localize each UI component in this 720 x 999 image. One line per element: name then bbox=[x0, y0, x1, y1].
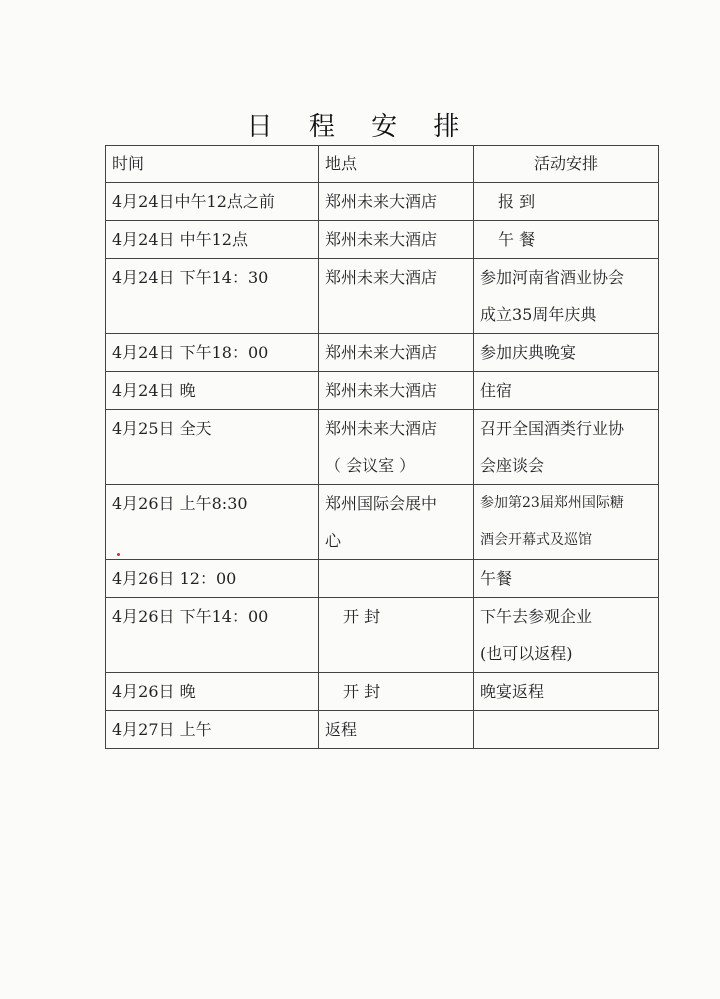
place-line: 开 封 bbox=[343, 607, 381, 626]
activity-line: 成立35周年庆典 bbox=[480, 305, 597, 324]
activity-line: 午餐 bbox=[480, 569, 513, 588]
place-line: 郑州未来大酒店 bbox=[325, 343, 438, 362]
time-cell: 4月24日 下午14：30 bbox=[106, 259, 319, 334]
activity-cell bbox=[474, 560, 659, 598]
place-cell bbox=[319, 485, 474, 560]
page-title: 日 程 安 排 bbox=[246, 112, 474, 142]
time-cell: 4月25日 全天 bbox=[106, 410, 319, 485]
header-activity: 活动安排 bbox=[474, 146, 659, 183]
table-row bbox=[106, 372, 659, 410]
activity-line: 报 到 bbox=[498, 192, 536, 211]
place-cell bbox=[319, 711, 474, 749]
place-line: （ 会议室 ） bbox=[325, 456, 416, 475]
place-line: 开 封 bbox=[343, 682, 381, 701]
activity-cell bbox=[474, 410, 659, 485]
scan-speck bbox=[117, 553, 120, 556]
place-line: 郑州国际会展中 bbox=[325, 494, 438, 513]
table-row bbox=[106, 183, 659, 221]
table-row bbox=[106, 485, 659, 560]
activity-cell bbox=[474, 259, 659, 334]
activity-line: 参加河南省酒业协会 bbox=[480, 268, 625, 287]
activity-line: 午 餐 bbox=[498, 230, 536, 249]
activity-line: 参加庆典晚宴 bbox=[480, 343, 577, 362]
activity-cell bbox=[474, 673, 659, 711]
activity-line: 酒会开幕式及巡馆 bbox=[480, 532, 592, 548]
place-cell bbox=[319, 673, 474, 711]
activity-line: 召开全国酒类行业协 bbox=[480, 419, 625, 438]
time-cell: 4月24日 中午12点 bbox=[106, 221, 319, 259]
activity-cell bbox=[474, 485, 659, 560]
place-cell bbox=[319, 598, 474, 673]
activity-line: 住宿 bbox=[480, 381, 513, 400]
time-cell: 4月26日 上午8:30 bbox=[106, 485, 319, 560]
activity-line: (也可以返程) bbox=[480, 644, 573, 663]
time-cell: 4月26日 晚 bbox=[106, 673, 319, 711]
activity-line: 下午去参观企业 bbox=[480, 607, 593, 626]
place-line: 郑州未来大酒店 bbox=[325, 381, 438, 400]
table-row bbox=[106, 560, 659, 598]
time-cell: 4月24日 下午18：00 bbox=[106, 334, 319, 372]
place-cell bbox=[319, 183, 474, 221]
activity-cell bbox=[474, 711, 659, 749]
table-row bbox=[106, 334, 659, 372]
schedule-table bbox=[105, 145, 659, 749]
time-cell: 4月27日 上午 bbox=[106, 711, 319, 749]
place-cell bbox=[319, 372, 474, 410]
activity-cell bbox=[474, 598, 659, 673]
activity-line: 参加第23届郑州国际糖 bbox=[480, 495, 624, 511]
time-cell: 4月24日中午12点之前 bbox=[106, 183, 319, 221]
header-place: 地点 bbox=[319, 146, 474, 183]
time-cell: 4月24日 晚 bbox=[106, 372, 319, 410]
table-row bbox=[106, 410, 659, 485]
place-line: 郑州未来大酒店 bbox=[325, 419, 438, 438]
table-header-row bbox=[106, 146, 659, 183]
place-line: 返程 bbox=[325, 720, 358, 739]
place-line: 郑州未来大酒店 bbox=[325, 268, 438, 287]
time-cell: 4月26日 下午14：00 bbox=[106, 598, 319, 673]
header-time: 时间 bbox=[106, 146, 319, 183]
activity-line: 晚宴返程 bbox=[480, 682, 545, 701]
activity-cell bbox=[474, 221, 659, 259]
place-line: 郑州未来大酒店 bbox=[325, 230, 438, 249]
place-cell bbox=[319, 560, 474, 598]
table-row bbox=[106, 673, 659, 711]
time-cell: 4月26日 12：00 bbox=[106, 560, 319, 598]
place-cell bbox=[319, 410, 474, 485]
activity-cell bbox=[474, 372, 659, 410]
table-row bbox=[106, 221, 659, 259]
place-cell bbox=[319, 259, 474, 334]
activity-cell bbox=[474, 183, 659, 221]
activity-cell bbox=[474, 334, 659, 372]
place-line: 郑州未来大酒店 bbox=[325, 192, 438, 211]
place-cell bbox=[319, 221, 474, 259]
activity-line: 会座谈会 bbox=[480, 456, 545, 475]
table-row bbox=[106, 598, 659, 673]
place-line: 心 bbox=[325, 531, 342, 550]
table-row bbox=[106, 259, 659, 334]
place-cell bbox=[319, 334, 474, 372]
table-row bbox=[106, 711, 659, 749]
